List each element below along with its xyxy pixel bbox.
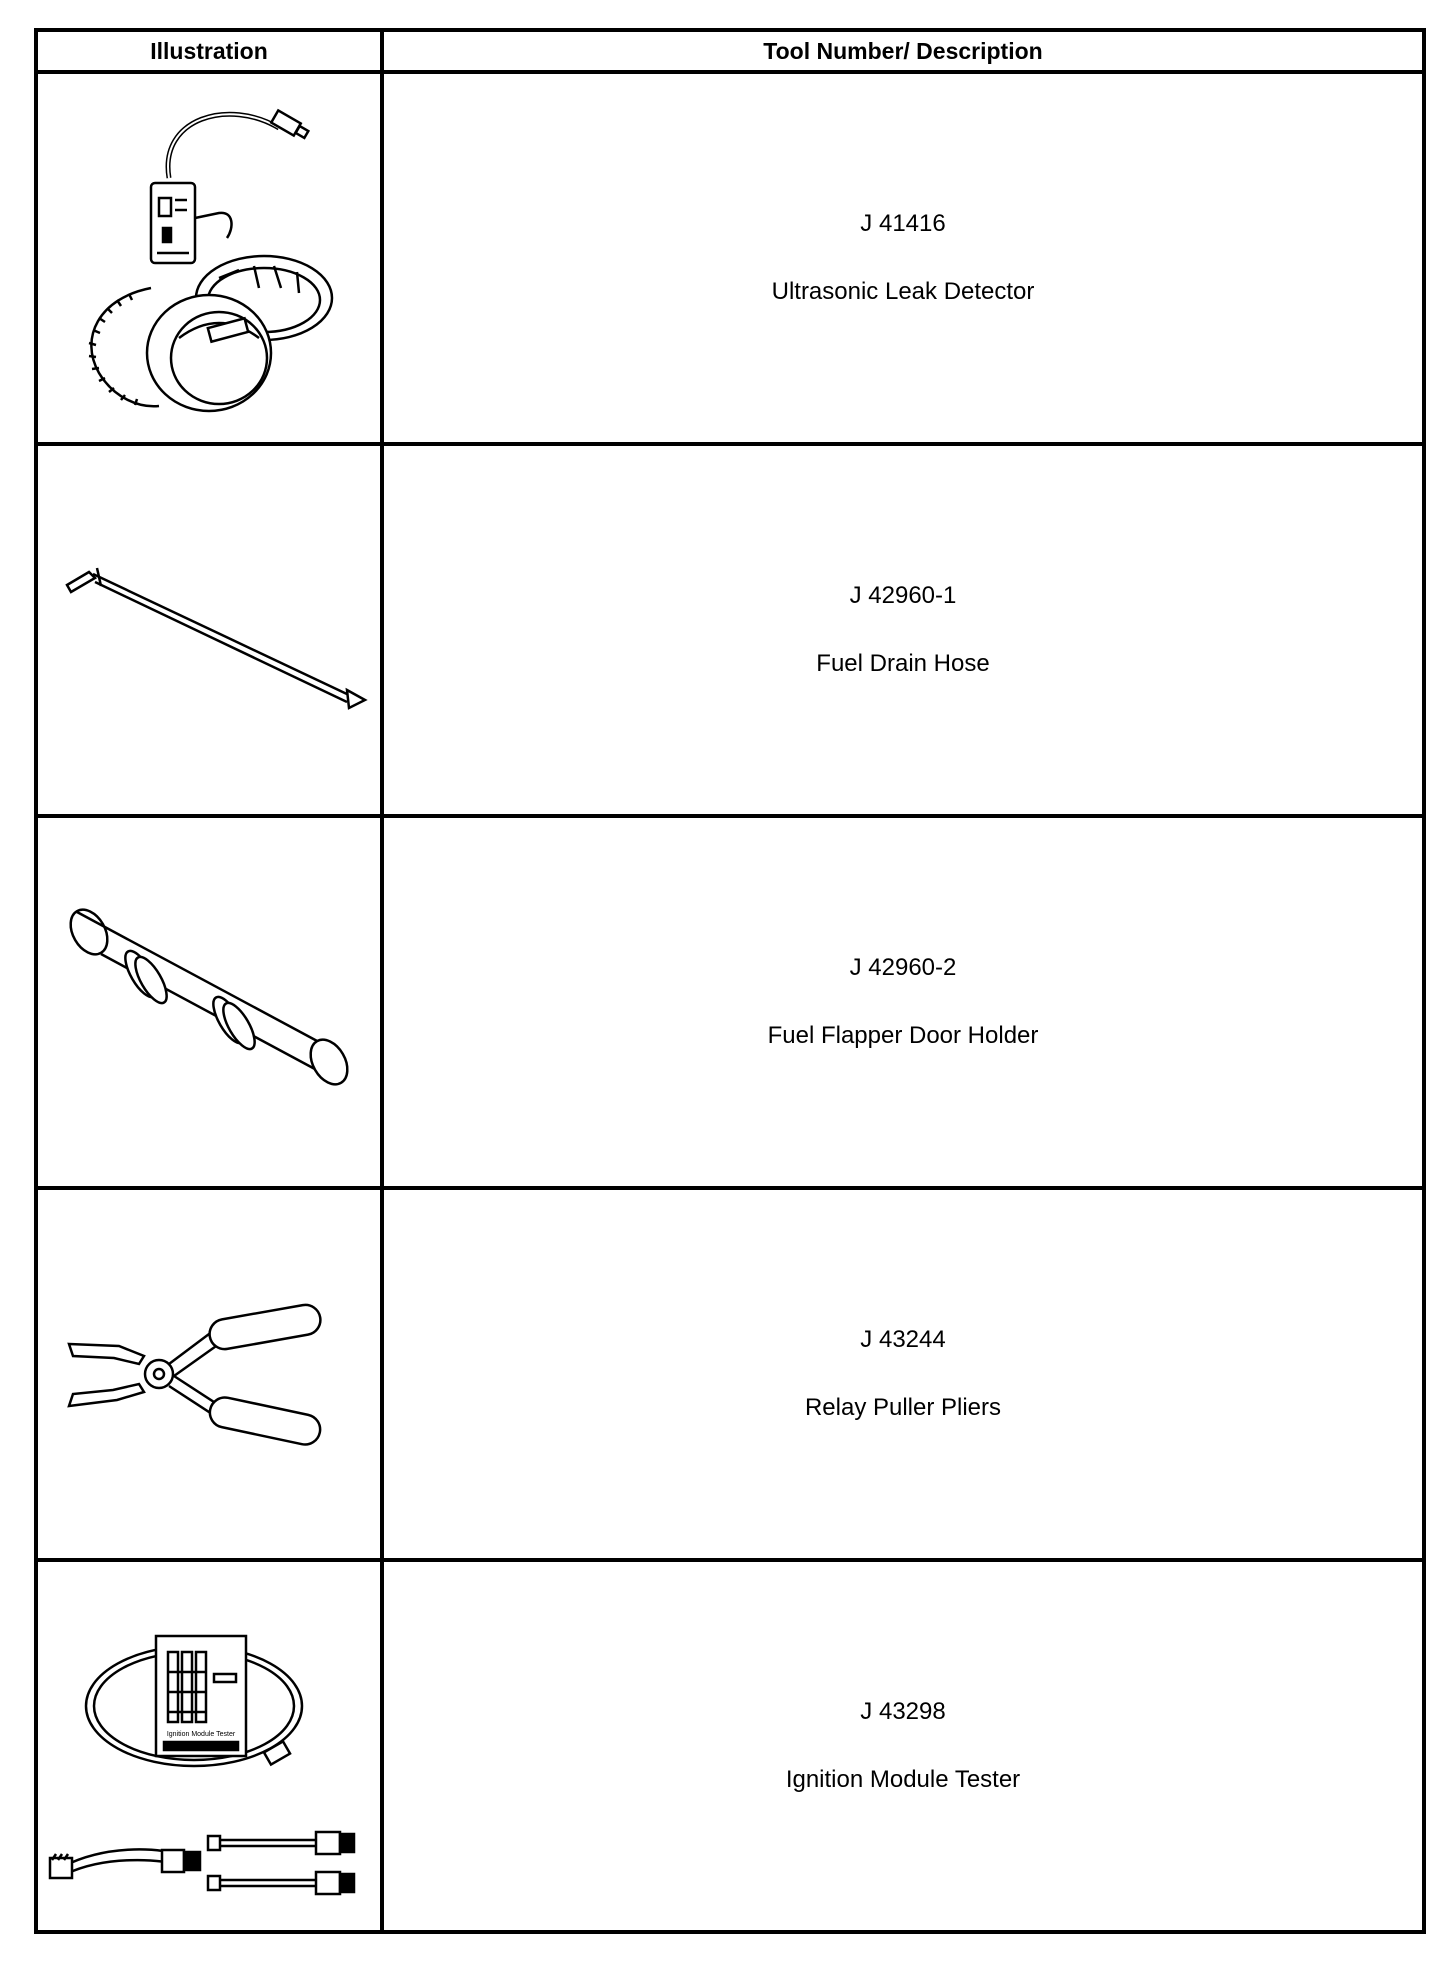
illustration-cell: [36, 444, 382, 816]
fuel-drain-hose-icon: [49, 530, 369, 730]
tool-description: Fuel Drain Hose: [816, 650, 990, 677]
description-cell: [382, 72, 1424, 444]
tool-description: Relay Puller Pliers: [804, 1394, 1002, 1421]
tool-number: J 42960-1: [849, 582, 957, 609]
table-row: [36, 72, 1424, 444]
header-illustration: Illustration: [36, 30, 382, 72]
table-row: [36, 1188, 1424, 1560]
tool-number: J 43244: [860, 1326, 946, 1353]
tool-number: J 41416: [860, 210, 946, 237]
ignition-module-tester-icon: [44, 1576, 374, 1916]
tool-description: Ignition Module Tester: [785, 1766, 1021, 1793]
table-row: [36, 1560, 1424, 1932]
fuel-flapper-door-holder-icon: [49, 892, 369, 1112]
illustration-cell: [36, 1188, 382, 1560]
illustration-cell: [36, 816, 382, 1188]
tool-number: J 43298: [860, 1698, 946, 1725]
description-cell: [382, 1188, 1424, 1560]
table-row: [36, 444, 1424, 816]
ultrasonic-leak-detector-icon: [59, 88, 359, 428]
tools-table: [34, 28, 1426, 1934]
tool-number: J 42960-2: [849, 954, 957, 981]
tool-description: Ultrasonic Leak Detector: [771, 278, 1035, 305]
relay-puller-pliers-icon: [59, 1294, 359, 1454]
tester-brand-label: Ignition Module Tester: [166, 1731, 236, 1738]
description-cell: [382, 1560, 1424, 1932]
tool-description: Fuel Flapper Door Holder: [767, 1022, 1039, 1049]
description-cell: [382, 444, 1424, 816]
illustration-cell: [36, 1560, 382, 1932]
header-tool-description: Tool Number/ Description: [382, 30, 1424, 72]
description-cell: [382, 816, 1424, 1188]
header-row: [36, 30, 1424, 72]
illustration-cell: [36, 72, 382, 444]
table-row: [36, 816, 1424, 1188]
